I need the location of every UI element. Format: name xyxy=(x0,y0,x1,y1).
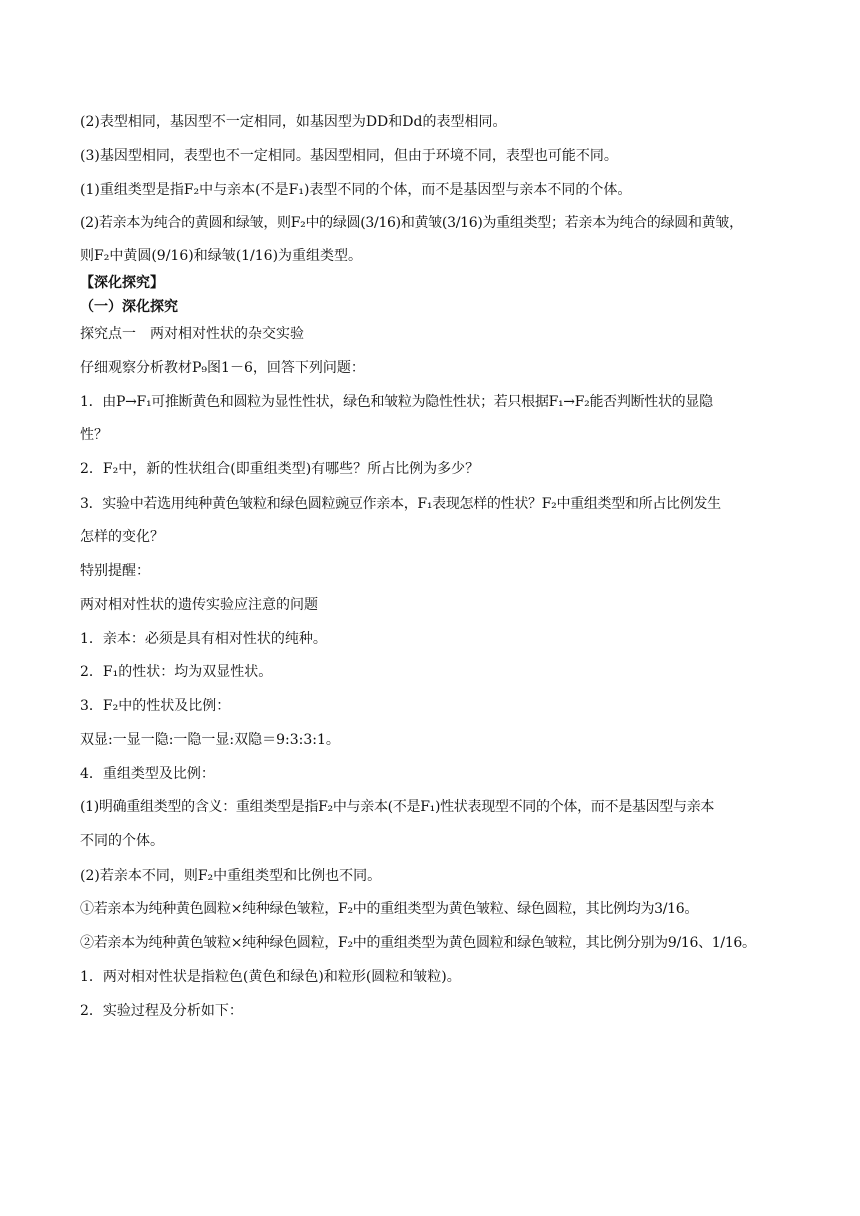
text-line: 3．F₂中的性状及比例： xyxy=(80,698,231,714)
text-line: 1．由P→F₁可推断黄色和圆粒为显性性状，绿色和皱粒为隐性性状；若只根据F₁→F₂能否判断性状的显隐 xyxy=(80,394,713,410)
text-line: 性？ xyxy=(80,427,108,443)
text-line: 1．两对相对性状是指粒色(黄色和绿色)和粒形(圆粒和皱粒)。 xyxy=(80,969,461,985)
text-line: 双显:一显一隐:一隐一显:双隐＝9:3:3:1。 xyxy=(80,732,340,748)
text-line: (1)明确重组类型的含义：重组类型是指F₂中与亲本(不是F₁)性状表现型不同的个体，而不是基因型与亲本 xyxy=(80,799,715,815)
text-line: 4．重组类型及比例： xyxy=(80,766,215,782)
text-line: (2)若亲本不同，则F₂中重组类型和比例也不同。 xyxy=(80,868,382,884)
text-line: (2)表型相同，基因型不一定相同，如基因型为DD和Dd的表型相同。 xyxy=(80,114,507,130)
text-line: 探究点一 两对相对性状的杂交实验 xyxy=(80,326,304,342)
text-line: 2．F₂中，新的性状组合(即重组类型)有哪些？所占比例为多少？ xyxy=(80,461,480,477)
text-line: 2．F₁的性状：均为双显性状。 xyxy=(80,664,273,680)
text-line: 3．实验中若选用纯种黄色皱粒和绿色圆粒豌豆作亲本，F₁表现怎样的性状？F₂中重组类型和所占比例发生 xyxy=(80,496,721,512)
text-line: 仔细观察分析教材P₉图1－6，回答下列问题： xyxy=(80,360,365,376)
subsection-heading: （一）深化探究 xyxy=(80,299,178,315)
text-line: 特别提醒： xyxy=(80,563,150,579)
text-line: 两对相对性状的遗传实验应注意的问题 xyxy=(80,597,318,613)
text-line: 不同的个体。 xyxy=(80,833,164,849)
text-line: (2)若亲本为纯合的黄圆和绿皱，则F₂中的绿圆(3/16)和黄皱(3/16)为重组类型；若亲本为纯合的绿圆和黄皱， xyxy=(80,215,743,231)
text-line: 则F₂中黄圆(9/16)和绿皱(1/16)为重组类型。 xyxy=(80,248,363,264)
text-line: 2．实验过程及分析如下： xyxy=(80,1003,243,1019)
section-heading: 【深化探究】 xyxy=(80,275,164,291)
text-line: 怎样的变化？ xyxy=(80,529,164,545)
text-line: (3)基因型相同，表型也不一定相同。基因型相同，但由于环境不同，表型也可能不同。 xyxy=(80,148,618,164)
text-line: ②若亲本为纯种黄色皱粒×纯种绿色圆粒，F₂中的重组类型为黄色圆粒和绿色皱粒，其比例分别为9/16、1/16。 xyxy=(80,935,756,951)
text-line: ①若亲本为纯种黄色圆粒×纯种绿色皱粒，F₂中的重组类型为黄色皱粒、绿色圆粒，其比例均为3/16。 xyxy=(80,901,699,917)
text-line: (1)重组类型是指F₂中与亲本(不是F₁)表型不同的个体，而不是基因型与亲本不同的个体。 xyxy=(80,182,632,198)
text-line: 1．亲本：必须是具有相对性状的纯种。 xyxy=(80,631,327,647)
